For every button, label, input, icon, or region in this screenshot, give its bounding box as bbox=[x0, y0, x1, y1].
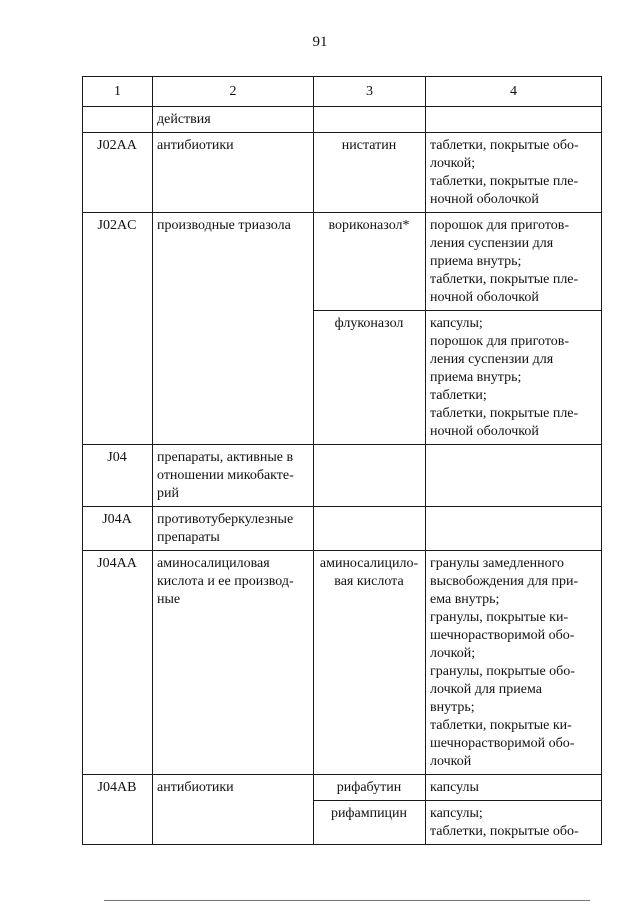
group-name-cell: препараты, активные в отношении микобакте- рий bbox=[153, 445, 314, 507]
drug-name-cell bbox=[314, 107, 426, 133]
dosage-form-cell: таблетки, покрытые обо- лочкой; таблетки, покрытые пле- ночной оболочкой bbox=[426, 133, 602, 213]
atc-code-cell: J02AA bbox=[83, 133, 153, 213]
page-number: 91 bbox=[312, 34, 328, 50]
dosage-form-cell bbox=[426, 107, 602, 133]
header-col-3: 3 bbox=[314, 77, 426, 107]
dosage-form-cell: порошок для приготов- ления суспензии для приема внутрь; таблетки, покрытые пле- ночной оболочкой bbox=[426, 213, 602, 311]
dosage-form-cell bbox=[426, 507, 602, 551]
atc-code-cell: J02AC bbox=[83, 213, 153, 445]
dosage-form-cell: капсулы; порошок для приготов- ления суспензии для приема внутрь; таблетки; таблетки, покрытые пле- ночной оболочкой bbox=[426, 311, 602, 445]
table-row bbox=[83, 445, 602, 507]
atc-code-cell bbox=[83, 107, 153, 133]
drug-name-cell: нистатин bbox=[314, 133, 426, 213]
table-row bbox=[83, 107, 602, 133]
table-header-row bbox=[83, 77, 602, 107]
drug-name-cell: аминосалицило- вая кислота bbox=[314, 551, 426, 775]
drug-name-cell: вориконазол* bbox=[314, 213, 426, 311]
group-name-cell: действия bbox=[153, 107, 314, 133]
atc-code-cell: J04AB bbox=[83, 775, 153, 845]
dosage-form-cell bbox=[426, 445, 602, 507]
drug-name-cell: рифампицин bbox=[314, 801, 426, 845]
atc-code-cell: J04AA bbox=[83, 551, 153, 775]
group-name-cell: противотуберкулезные препараты bbox=[153, 507, 314, 551]
table-row bbox=[83, 133, 602, 213]
drug-name-cell bbox=[314, 507, 426, 551]
atc-code-cell: J04A bbox=[83, 507, 153, 551]
drug-name-cell: рифабутин bbox=[314, 775, 426, 801]
group-name-cell: аминосалициловая кислота и ее производ- ные bbox=[153, 551, 314, 775]
group-name-cell: антибиотики bbox=[153, 133, 314, 213]
table-row bbox=[83, 213, 602, 311]
dosage-form-cell: капсулы bbox=[426, 775, 602, 801]
table-row bbox=[83, 551, 602, 775]
header-col-2: 2 bbox=[153, 77, 314, 107]
dosage-form-cell: капсулы; таблетки, покрытые обо- bbox=[426, 801, 602, 845]
drug-name-cell: флуконазол bbox=[314, 311, 426, 445]
atc-code-cell: J04 bbox=[83, 445, 153, 507]
table-row bbox=[83, 507, 602, 551]
header-col-4: 4 bbox=[426, 77, 602, 107]
table-row bbox=[83, 775, 602, 801]
page-bottom-rule bbox=[104, 900, 590, 901]
dosage-form-cell: гранулы замедленного высвобождения для при- ема внутрь; гранулы, покрытые ки- шечнорастворимой обо- лочкой; гранулы, покрытые обо- лочкой для приема внутрь; таблетки, покрытые ки- шечнорастворимой обо- лочкой bbox=[426, 551, 602, 775]
group-name-cell: антибиотики bbox=[153, 775, 314, 845]
drug-classification-table bbox=[82, 76, 602, 845]
drug-name-cell bbox=[314, 445, 426, 507]
group-name-cell: производные триазола bbox=[153, 213, 314, 445]
header-col-1: 1 bbox=[83, 77, 153, 107]
